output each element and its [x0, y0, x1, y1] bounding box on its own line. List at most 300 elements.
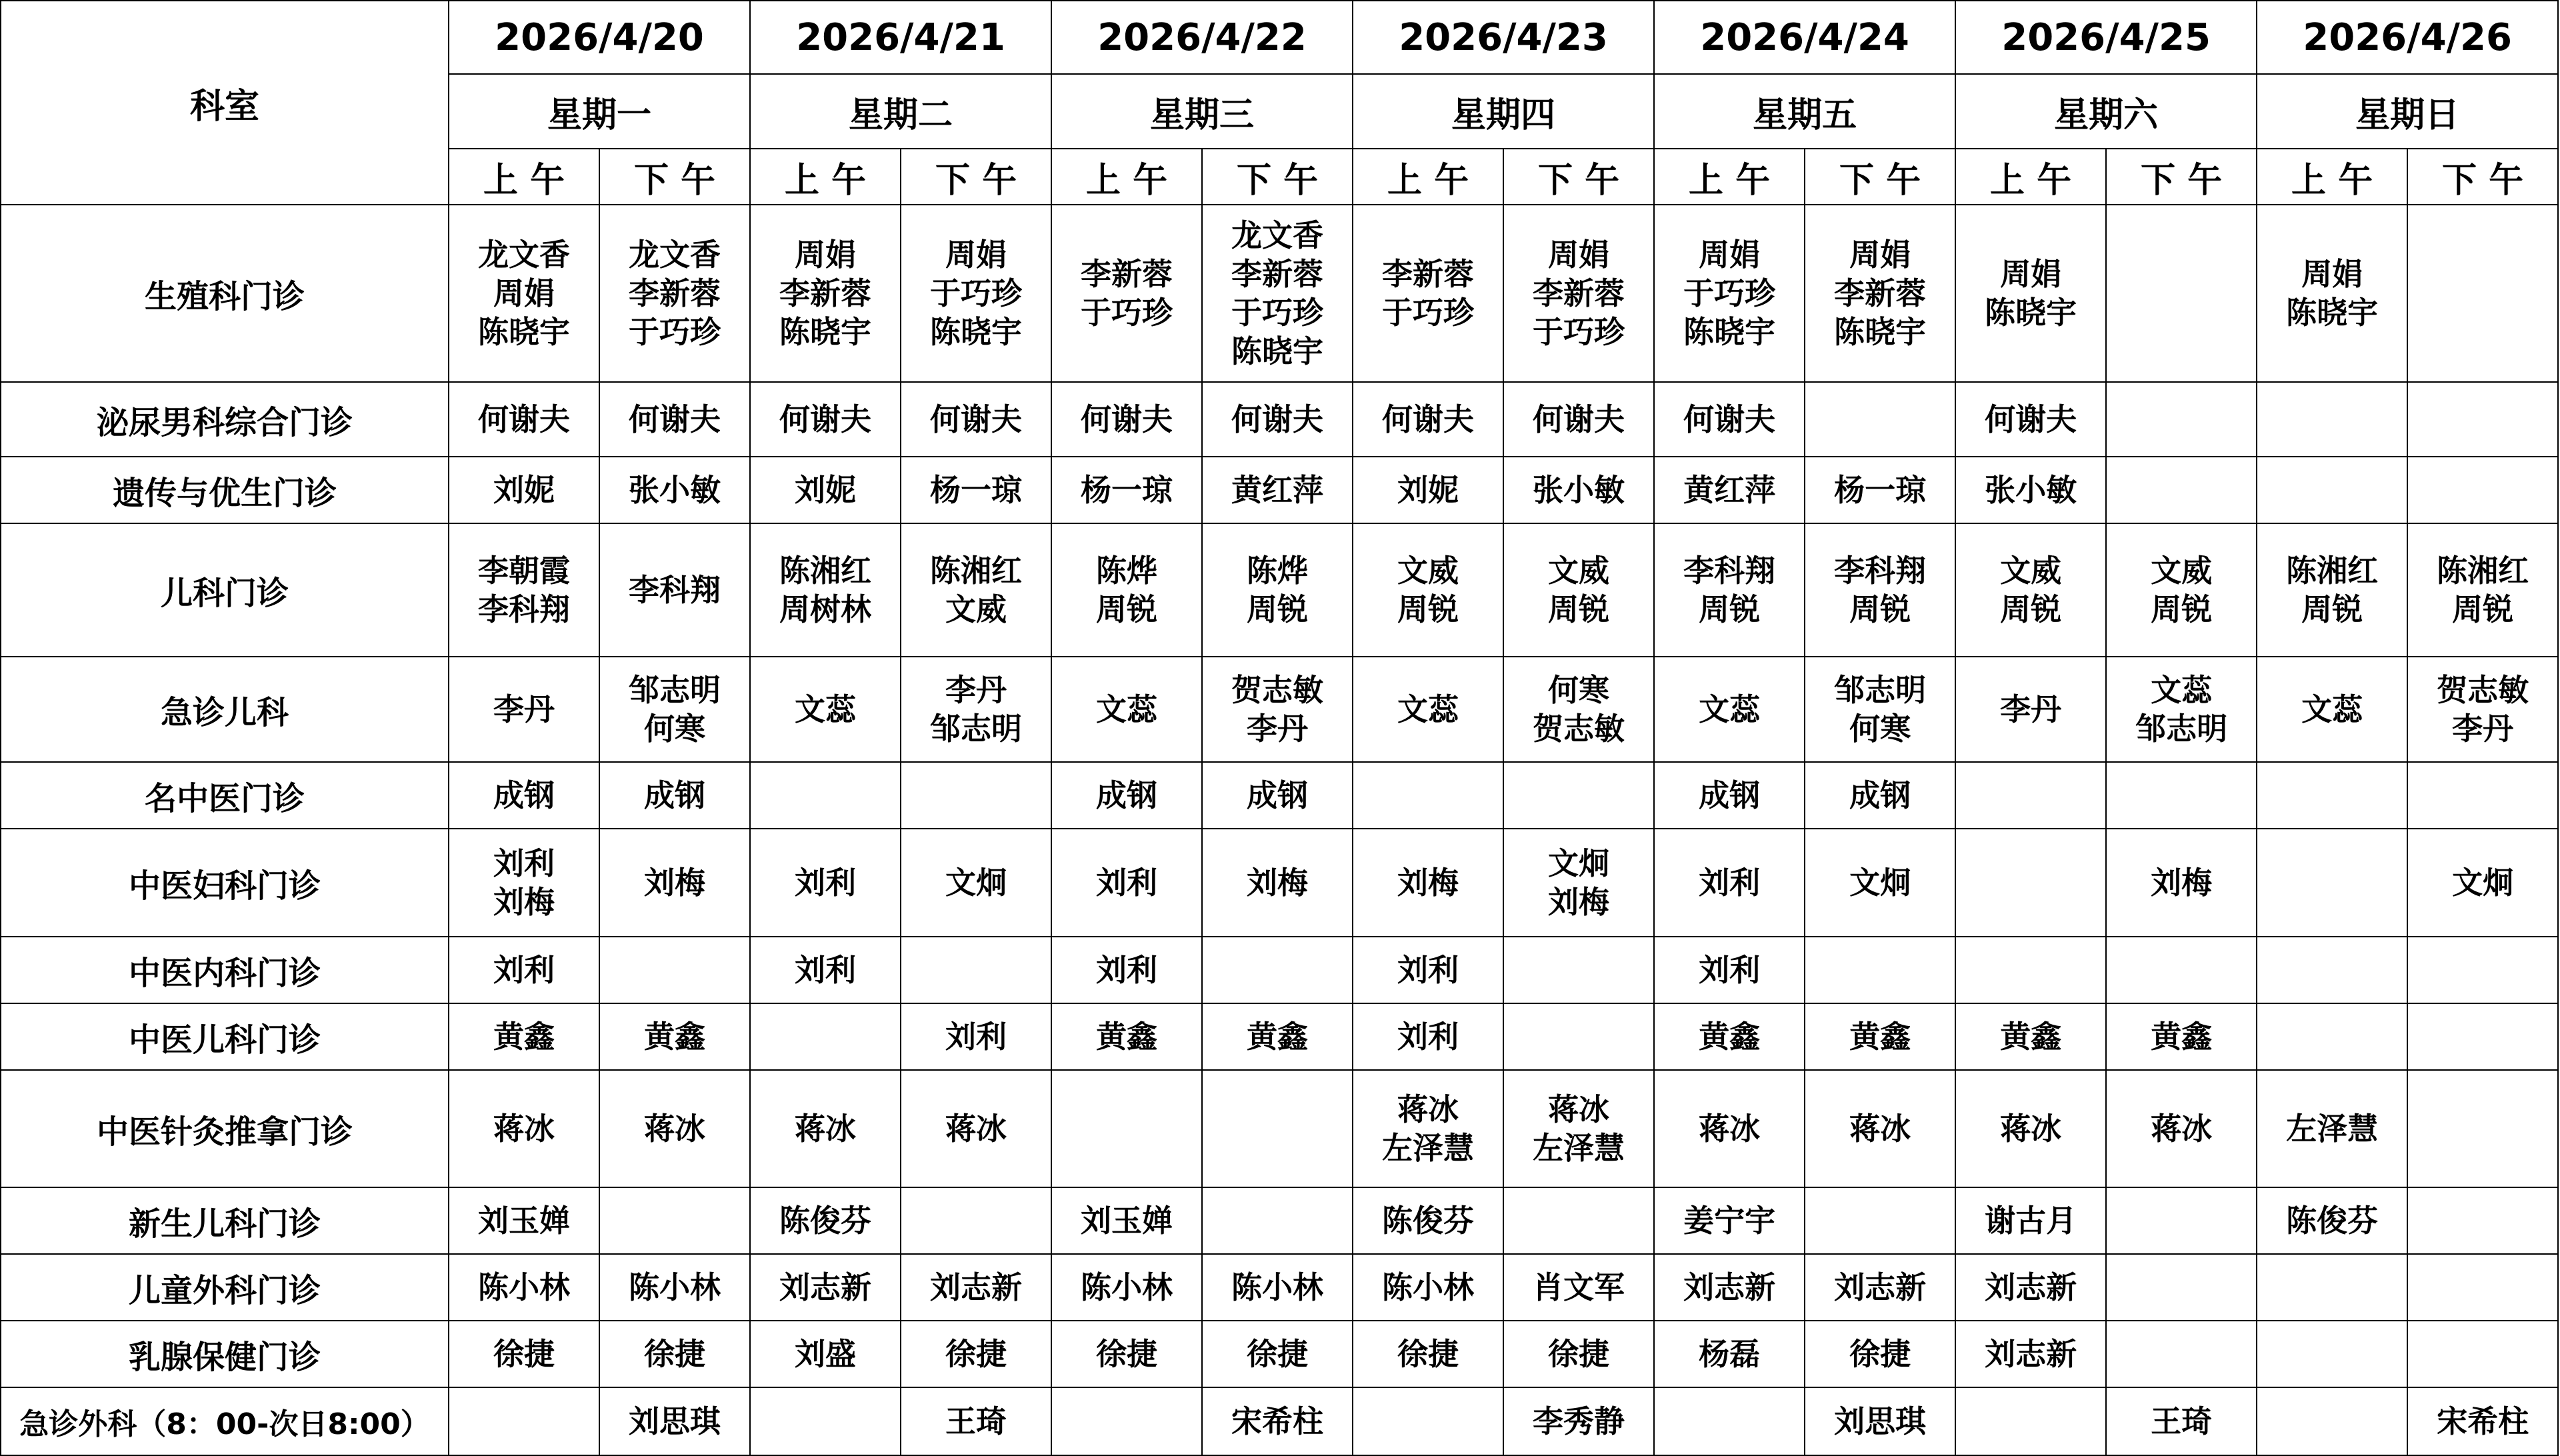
schedule-cell [901, 1387, 1051, 1455]
doctor-name: 陈湘红 [930, 553, 1023, 589]
schedule-cell [750, 1070, 901, 1187]
schedule-cell [2257, 762, 2407, 829]
weekday-header: 星期四 [1353, 74, 1654, 149]
doctor-name: 黄鑫 [2000, 1019, 2062, 1055]
schedule-cell [1955, 657, 2106, 762]
doctor-name: 陈俊芬 [779, 1203, 872, 1239]
dept-column-header: 科室 [1, 1, 449, 205]
schedule-cell [1353, 205, 1503, 382]
department-name: 乳腺保健门诊 [1, 1321, 449, 1387]
schedule-cell [1955, 829, 2106, 937]
schedule-cell [1503, 1070, 1654, 1187]
doctor-name: 周锐 [2151, 591, 2213, 627]
schedule-cell [1805, 1254, 1955, 1321]
schedule-cell [1051, 205, 1202, 382]
doctor-name: 何寒 [1548, 672, 1610, 708]
doctor-name: 刘玉婵 [1081, 1203, 1173, 1239]
department-row [1, 829, 2558, 937]
schedule-cell [1654, 1187, 1805, 1254]
doctor-name: 黄鑫 [493, 1019, 555, 1055]
department-row [1, 457, 2558, 523]
morning-header: 上 午 [2257, 149, 2407, 205]
schedule-cell [1654, 1387, 1805, 1455]
schedule-cell [2106, 937, 2257, 1003]
doctor-name: 李新蓉 [1081, 256, 1173, 292]
schedule-cell [1051, 457, 1202, 523]
doctor-name: 左泽慧 [2286, 1111, 2379, 1147]
doctor-name: 周锐 [1247, 591, 1309, 627]
department-row [1, 1254, 2558, 1321]
schedule-cell [449, 1003, 599, 1070]
schedule-cell [2407, 523, 2558, 657]
doctor-name: 徐捷 [1548, 1336, 1610, 1372]
doctor-name: 何谢夫 [1382, 401, 1475, 437]
schedule-cell [449, 1254, 599, 1321]
schedule-cell [901, 1003, 1051, 1070]
schedule-cell [1202, 1003, 1353, 1070]
department-name: 名中医门诊 [1, 762, 449, 829]
schedule-cell [449, 1070, 599, 1187]
morning-header: 上 午 [1955, 149, 2106, 205]
schedule-cell [449, 1321, 599, 1387]
date-header: 2026/4/23 [1353, 1, 1654, 74]
doctor-name: 杨磊 [1699, 1336, 1761, 1372]
doctor-name: 蒋冰 [1849, 1111, 1911, 1147]
doctor-name: 周锐 [1548, 591, 1610, 627]
doctor-name: 陈晓宇 [1231, 333, 1324, 369]
weekday-header: 星期一 [449, 74, 750, 149]
department-name: 中医内科门诊 [1, 937, 449, 1003]
schedule-cell [2106, 1387, 2257, 1455]
schedule-cell [599, 1321, 750, 1387]
doctor-name: 李秀静 [1533, 1403, 1625, 1439]
morning-header: 上 午 [1051, 149, 1202, 205]
schedule-cell [1654, 1321, 1805, 1387]
doctor-name: 刘利 [795, 952, 857, 988]
doctor-name: 成钢 [644, 777, 705, 813]
schedule-cell [901, 382, 1051, 457]
doctor-name: 于巧珍 [1081, 295, 1173, 331]
schedule-cell [1051, 762, 1202, 829]
schedule-cell [1202, 523, 1353, 657]
schedule-cell [1353, 1387, 1503, 1455]
schedule-cell [1353, 829, 1503, 937]
schedule-cell [2106, 1254, 2257, 1321]
doctor-name: 文威 [945, 591, 1007, 627]
doctor-name: 刘梅 [1247, 865, 1309, 901]
doctor-name: 徐捷 [1849, 1336, 1911, 1372]
doctor-name: 周娟 [1548, 237, 1610, 273]
doctor-name: 张小敏 [629, 472, 721, 508]
schedule-cell [1353, 937, 1503, 1003]
doctor-name: 陈晓宇 [478, 314, 570, 350]
date-header: 2026/4/24 [1654, 1, 1955, 74]
schedule-cell [750, 829, 901, 937]
department-row [1, 657, 2558, 762]
doctor-name: 李科翔 [1683, 553, 1776, 589]
doctor-name: 成钢 [1849, 777, 1911, 813]
doctor-name: 何谢夫 [1081, 401, 1173, 437]
schedule-cell [2407, 205, 2558, 382]
doctor-name: 何谢夫 [1533, 401, 1625, 437]
department-row [1, 762, 2558, 829]
schedule-cell [449, 829, 599, 937]
doctor-name: 蒋冰 [2151, 1111, 2213, 1147]
doctor-name: 周娟 [2301, 256, 2363, 292]
schedule-cell [1503, 382, 1654, 457]
doctor-name: 陈小林 [1231, 1269, 1324, 1305]
doctor-name: 周娟 [1699, 237, 1761, 273]
schedule-cell [901, 657, 1051, 762]
schedule-cell [750, 1254, 901, 1321]
schedule-cell [2407, 382, 2558, 457]
doctor-name: 何寒 [644, 711, 705, 747]
morning-header: 上 午 [449, 149, 599, 205]
doctor-name: 杨一琼 [1834, 472, 1927, 508]
doctor-name: 徐捷 [1247, 1336, 1309, 1372]
schedule-cell [750, 1321, 901, 1387]
department-row [1, 382, 2558, 457]
department-name: 新生儿科门诊 [1, 1187, 449, 1254]
schedule-cell [901, 762, 1051, 829]
doctor-name: 周锐 [1397, 591, 1459, 627]
schedule-cell [1353, 523, 1503, 657]
schedule-cell [1654, 205, 1805, 382]
doctor-name: 徐捷 [493, 1336, 555, 1372]
doctor-name: 张小敏 [1985, 472, 2077, 508]
doctor-name: 文威 [2000, 553, 2062, 589]
schedule-cell [901, 1187, 1051, 1254]
schedule-cell [1654, 762, 1805, 829]
schedule-cell [901, 1321, 1051, 1387]
doctor-name: 刘志新 [930, 1269, 1023, 1305]
schedule-cell [599, 1187, 750, 1254]
doctor-name: 刘玉婵 [478, 1203, 570, 1239]
schedule-cell [599, 937, 750, 1003]
doctor-name: 刘妮 [493, 472, 555, 508]
schedule-cell [1051, 1187, 1202, 1254]
schedule-cell [1955, 382, 2106, 457]
schedule-cell [2407, 1070, 2558, 1187]
schedule-cell [1805, 1003, 1955, 1070]
doctor-name: 文蕊 [1397, 691, 1459, 727]
doctor-name: 于巧珍 [1533, 314, 1625, 350]
schedule-cell [1051, 937, 1202, 1003]
doctor-name: 杨一琼 [1081, 472, 1173, 508]
department-name: 儿童外科门诊 [1, 1254, 449, 1321]
schedule-cell [1353, 1254, 1503, 1321]
schedule-cell [1051, 523, 1202, 657]
doctor-name: 何谢夫 [478, 401, 570, 437]
schedule-cell [750, 205, 901, 382]
schedule-cell [1353, 457, 1503, 523]
schedule-cell [2257, 1187, 2407, 1254]
schedule-cell [1955, 1387, 2106, 1455]
weekday-header: 星期六 [1955, 74, 2257, 149]
doctor-name: 黄鑫 [1247, 1019, 1309, 1055]
doctor-name: 蒋冰 [945, 1111, 1007, 1147]
schedule-cell [1202, 382, 1353, 457]
doctor-name: 黄红萍 [1231, 472, 1324, 508]
doctor-name: 何谢夫 [1985, 401, 2077, 437]
doctor-name: 刘思琪 [629, 1403, 721, 1439]
schedule-cell [449, 1187, 599, 1254]
doctor-name: 陈俊芬 [1382, 1203, 1475, 1239]
schedule-cell [1503, 457, 1654, 523]
schedule-cell [599, 1003, 750, 1070]
schedule-cell [1202, 205, 1353, 382]
doctor-name: 刘利 [1397, 1019, 1459, 1055]
schedule-cell [1051, 382, 1202, 457]
doctor-name: 黄鑫 [1699, 1019, 1761, 1055]
schedule-cell [1353, 1321, 1503, 1387]
morning-header: 上 午 [750, 149, 901, 205]
department-name: 急诊外科（8：00-次日8:00） [1, 1387, 449, 1455]
department-row [1, 1321, 2558, 1387]
doctor-name: 文炯 [945, 865, 1007, 901]
doctor-name: 文蕊 [2151, 672, 2213, 708]
doctor-name: 徐捷 [945, 1336, 1007, 1372]
doctor-name: 陈小林 [629, 1269, 721, 1305]
doctor-name: 徐捷 [1096, 1336, 1158, 1372]
schedule-cell [449, 937, 599, 1003]
schedule-cell [599, 657, 750, 762]
schedule-cell [1654, 1003, 1805, 1070]
department-name: 中医妇科门诊 [1, 829, 449, 937]
schedule-cell [1202, 829, 1353, 937]
schedule-cell [449, 523, 599, 657]
doctor-name: 何谢夫 [629, 401, 721, 437]
doctor-name: 蒋冰 [1699, 1111, 1761, 1147]
doctor-name: 文炯 [1548, 845, 1610, 881]
schedule-cell [599, 205, 750, 382]
doctor-name: 李科翔 [629, 572, 721, 608]
department-row [1, 1003, 2558, 1070]
doctor-name: 文威 [2151, 553, 2213, 589]
schedule-cell [1353, 657, 1503, 762]
schedule-cell [1202, 657, 1353, 762]
doctor-name: 陈晓宇 [779, 314, 872, 350]
department-name: 急诊儿科 [1, 657, 449, 762]
doctor-name: 姜宁宇 [1683, 1203, 1776, 1239]
schedule-cell [599, 1387, 750, 1455]
doctor-name: 刘志新 [1834, 1269, 1927, 1305]
schedule-cell [1353, 1003, 1503, 1070]
schedule-cell [1202, 1254, 1353, 1321]
doctor-name: 李新蓉 [629, 275, 721, 311]
doctor-name: 周娟 [795, 237, 857, 273]
doctor-name: 刘志新 [779, 1269, 872, 1305]
doctor-name: 周娟 [493, 275, 555, 311]
schedule-cell [599, 1254, 750, 1321]
doctor-name: 刘盛 [795, 1336, 857, 1372]
doctor-name: 陈湘红 [779, 553, 872, 589]
schedule-cell [1654, 657, 1805, 762]
doctor-name: 陈晓宇 [2286, 295, 2379, 331]
schedule-cell [2407, 1254, 2558, 1321]
schedule-cell [901, 205, 1051, 382]
department-row [1, 1187, 2558, 1254]
doctor-name: 文蕊 [1096, 691, 1158, 727]
schedule-cell [1805, 829, 1955, 937]
doctor-name: 刘利 [795, 865, 857, 901]
schedule-cell [449, 457, 599, 523]
schedule-cell [2257, 829, 2407, 937]
doctor-name: 邹志明 [930, 711, 1023, 747]
schedule-cell [1051, 657, 1202, 762]
schedule-cell [1805, 1070, 1955, 1187]
schedule-cell [2106, 762, 2257, 829]
doctor-name: 陈湘红 [2437, 553, 2529, 589]
schedule-cell [449, 657, 599, 762]
doctor-name: 何寒 [1849, 711, 1911, 747]
doctor-name: 刘利 [1096, 865, 1158, 901]
schedule-cell [1202, 1070, 1353, 1187]
schedule-cell [2407, 1003, 2558, 1070]
doctor-name: 文威 [1397, 553, 1459, 589]
doctor-name: 黄鑫 [644, 1019, 705, 1055]
schedule-cell [750, 523, 901, 657]
schedule-cell [1955, 523, 2106, 657]
schedule-cell [2407, 937, 2558, 1003]
schedule-cell [1654, 1070, 1805, 1187]
doctor-name: 周锐 [1096, 591, 1158, 627]
schedule-cell [2257, 205, 2407, 382]
schedule-cell [599, 382, 750, 457]
department-row [1, 205, 2558, 382]
schedule-cell [1503, 1187, 1654, 1254]
schedule-cell [2106, 523, 2257, 657]
doctor-name: 李科翔 [478, 591, 570, 627]
schedule-cell [1202, 1187, 1353, 1254]
schedule-cell [750, 1387, 901, 1455]
department-name: 中医儿科门诊 [1, 1003, 449, 1070]
doctor-name: 宋希柱 [1231, 1403, 1324, 1439]
doctor-name: 宋希柱 [2437, 1403, 2529, 1439]
schedule-cell [1805, 1187, 1955, 1254]
doctor-name: 周锐 [2301, 591, 2363, 627]
schedule-cell [1955, 1321, 2106, 1387]
date-header: 2026/4/26 [2257, 1, 2558, 74]
doctor-name: 周娟 [2000, 256, 2062, 292]
schedule-cell [2106, 205, 2257, 382]
schedule-cell [1051, 1070, 1202, 1187]
doctor-name: 于巧珍 [1231, 295, 1324, 331]
afternoon-header: 下 午 [2106, 149, 2257, 205]
schedule-cell [599, 1070, 750, 1187]
schedule-cell [2106, 382, 2257, 457]
schedule-cell [1805, 1321, 1955, 1387]
schedule-cell [1051, 1321, 1202, 1387]
schedule-cell [1805, 457, 1955, 523]
schedule-cell [2106, 1003, 2257, 1070]
schedule-cell [750, 937, 901, 1003]
afternoon-header: 下 午 [599, 149, 750, 205]
schedule-cell [1805, 1387, 1955, 1455]
doctor-name: 李新蓉 [1382, 256, 1475, 292]
department-row [1, 937, 2558, 1003]
schedule-cell [750, 762, 901, 829]
schedule-cell [1955, 1187, 2106, 1254]
doctor-name: 王琦 [945, 1403, 1007, 1439]
doctor-name: 刘利 [1699, 865, 1761, 901]
schedule-cell [1503, 1321, 1654, 1387]
doctor-name: 成钢 [1699, 777, 1761, 813]
schedule-cell [1654, 937, 1805, 1003]
doctor-name: 刘利 [493, 845, 555, 881]
doctor-name: 何谢夫 [930, 401, 1023, 437]
doctor-name: 陈烨 [1096, 553, 1158, 589]
schedule-cell [1654, 457, 1805, 523]
schedule-cell [2106, 1070, 2257, 1187]
department-name: 遗传与优生门诊 [1, 457, 449, 523]
doctor-name: 龙文香 [1231, 217, 1324, 253]
doctor-name: 刘利 [1096, 952, 1158, 988]
schedule-cell [1805, 205, 1955, 382]
doctor-name: 文蕊 [2301, 691, 2363, 727]
schedule-cell [1955, 457, 2106, 523]
doctor-name: 刘妮 [795, 472, 857, 508]
doctor-name: 于巧珍 [930, 275, 1023, 311]
doctor-name: 文炯 [2452, 865, 2514, 901]
schedule-cell [1503, 1387, 1654, 1455]
department-row [1, 1070, 2558, 1187]
schedule-cell [901, 1070, 1051, 1187]
date-header: 2026/4/22 [1051, 1, 1353, 74]
doctor-name: 刘梅 [493, 884, 555, 920]
doctor-name: 刘梅 [2151, 865, 2213, 901]
schedule-cell [1202, 1321, 1353, 1387]
doctor-name: 陈晓宇 [1985, 295, 2077, 331]
doctor-name: 杨一琼 [930, 472, 1023, 508]
doctor-name: 周锐 [1699, 591, 1761, 627]
doctor-name: 徐捷 [1397, 1336, 1459, 1372]
doctor-name: 刘志新 [1985, 1336, 2077, 1372]
date-header: 2026/4/20 [449, 1, 750, 74]
doctor-name: 成钢 [493, 777, 555, 813]
doctor-name: 何谢夫 [779, 401, 872, 437]
doctor-name: 谢古月 [1985, 1203, 2077, 1239]
afternoon-header: 下 午 [2407, 149, 2558, 205]
schedule-cell [449, 1387, 599, 1455]
doctor-name: 王琦 [2151, 1403, 2213, 1439]
schedule-cell [2257, 937, 2407, 1003]
weekday-header: 星期日 [2257, 74, 2558, 149]
doctor-name: 蒋冰 [493, 1111, 555, 1147]
weekday-header: 星期二 [750, 74, 1051, 149]
schedule-cell [1202, 1387, 1353, 1455]
schedule-cell [2257, 1254, 2407, 1321]
date-header-row [1, 1, 2558, 74]
schedule-cell [1805, 762, 1955, 829]
doctor-name: 刘梅 [1548, 884, 1610, 920]
doctor-name: 李丹 [1247, 711, 1309, 747]
schedule-cell [1503, 1254, 1654, 1321]
schedule-cell [2257, 457, 2407, 523]
afternoon-header: 下 午 [1503, 149, 1654, 205]
doctor-name: 蒋冰 [795, 1111, 857, 1147]
doctor-name: 李朝霞 [478, 553, 570, 589]
doctor-name: 龙文香 [478, 237, 570, 273]
doctor-name: 刘利 [493, 952, 555, 988]
schedule-cell [1654, 829, 1805, 937]
doctor-name: 陈烨 [1247, 553, 1309, 589]
schedule-cell [1955, 762, 2106, 829]
doctor-name: 陈小林 [1081, 1269, 1173, 1305]
doctor-name: 陈小林 [478, 1269, 570, 1305]
doctor-name: 李丹 [493, 691, 555, 727]
schedule-cell [599, 829, 750, 937]
